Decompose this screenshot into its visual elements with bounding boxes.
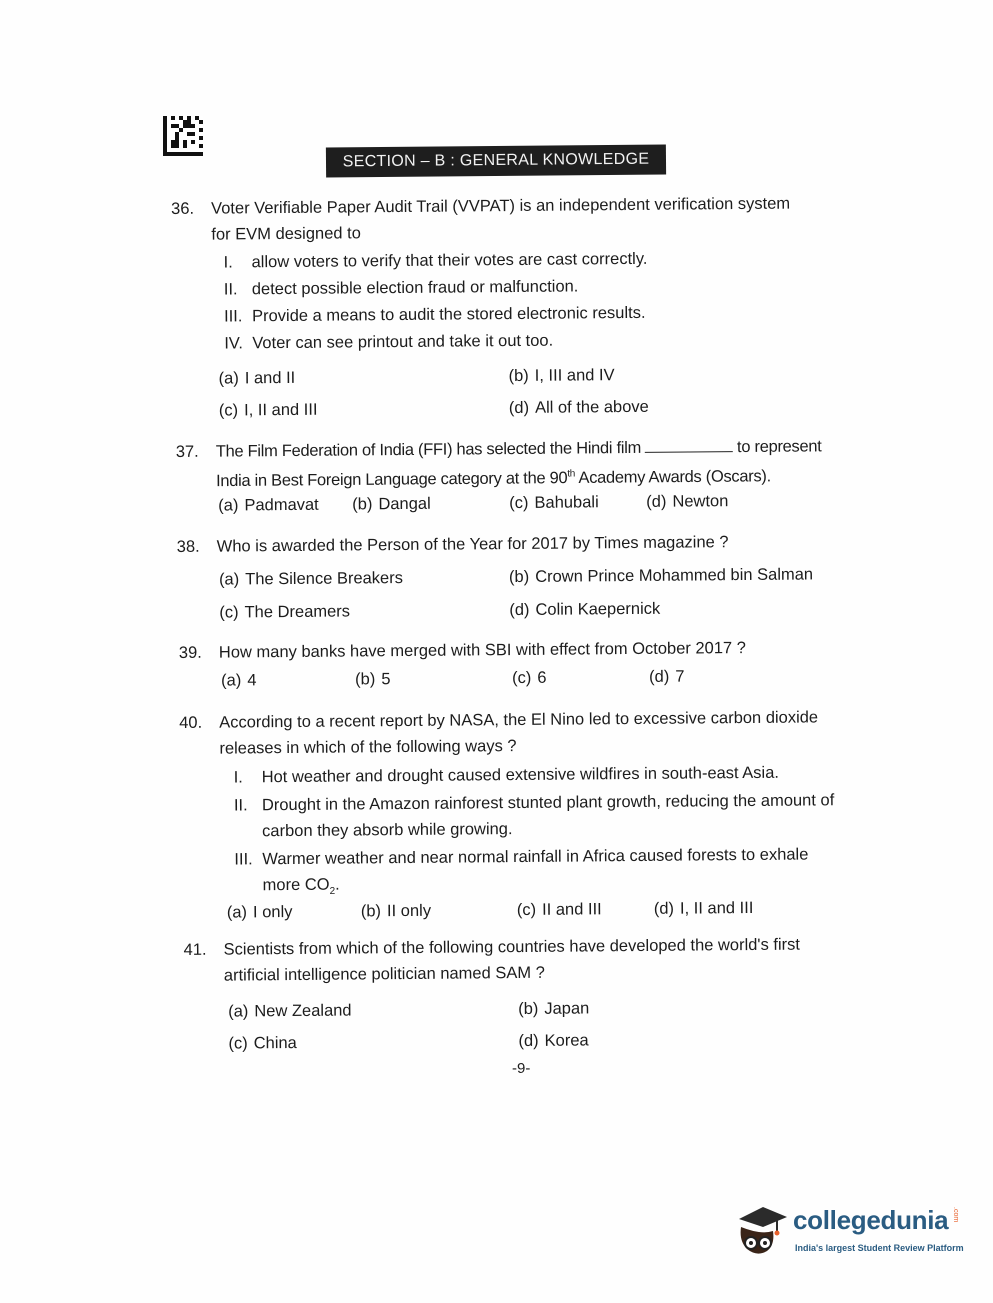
option: (c) I, II and III	[218, 400, 318, 420]
qr-code-icon	[163, 116, 203, 156]
option: (d) 7	[649, 667, 685, 686]
option: (a) New Zealand	[228, 1001, 352, 1021]
question-37	[176, 433, 857, 519]
statement: more $CO_2$.	[262, 875, 340, 897]
question-text: Voter Verifiable Paper Audit Trail (VVPAT) is an independent verification system	[211, 194, 791, 218]
option: (c) II and III	[516, 900, 602, 920]
question-text: India in Best Foreign Language category at the 90th Academy Awards (Oscars).	[215, 467, 771, 491]
option: (a) Padmavat	[218, 495, 319, 515]
option: (d) Colin Kaepernick	[509, 599, 661, 620]
question-text: How many banks have merged with SBI with effect from October 2017 ?	[218, 639, 746, 662]
answer-blank	[645, 437, 733, 453]
question-text: artificial intelligence politician named SAM ?	[223, 963, 545, 985]
statement: III. Warmer weather and near normal rainfall in Africa caused forests to exhale	[234, 845, 809, 869]
statement: IV. Voter can see printout and take it out too.	[224, 331, 554, 353]
option: (b) I, III and IV	[508, 366, 615, 386]
option: (a) The Silence Breakers	[218, 568, 404, 589]
option: (d) Newton	[646, 492, 729, 511]
question-text: According to a recent report by NASA, the El Nino led to excessive carbon dioxide	[219, 708, 819, 732]
option: (c) China	[228, 1033, 297, 1053]
student-mascot-icon	[733, 1197, 793, 1263]
question-text: releases in which of the following ways ?	[219, 737, 517, 758]
logo-wordmark: collegedunia	[793, 1205, 949, 1235]
option: (d) All of the above	[508, 397, 649, 418]
question-number: 38.	[176, 537, 200, 556]
option: (b) Japan	[518, 999, 590, 1019]
question-39	[179, 634, 859, 695]
logo-tagline: India's largest Student Review Platform	[795, 1243, 964, 1253]
question-40	[179, 704, 861, 925]
option: (b) Crown Prince Mohammed bin Salman	[508, 565, 814, 587]
question-number: 39.	[178, 643, 202, 662]
section-header: SECTION – B : GENERAL KNOWLEDGE	[326, 145, 666, 178]
question-38	[177, 528, 858, 624]
option: (a) 4	[221, 671, 257, 690]
option: (b) II only	[360, 901, 432, 921]
question-text: Who is awarded the Person of the Year for 2017 by Times magazine ?	[216, 533, 729, 556]
option: (b) 5	[355, 670, 391, 689]
statement: II. detect possible election fraud or malfunction.	[223, 277, 579, 299]
logo-domain: .com	[952, 1207, 959, 1223]
question-text: for EVM designed to	[211, 224, 361, 244]
statement: II. Drought in the Amazon rainforest stunted plant growth, reducing the amount of	[233, 791, 835, 815]
option: (d) Korea	[518, 1031, 589, 1051]
question-41	[184, 931, 865, 1052]
question-text: Scientists from which of the following countries have developed the world's first	[223, 935, 801, 959]
statement: I. Hot weather and drought caused extensive wildfires in south-east Asia.	[233, 763, 780, 787]
option: (a) I only	[226, 902, 293, 922]
statement: carbon they absorb while growing.	[262, 820, 513, 841]
question-number: 36.	[171, 199, 195, 218]
page-number: -9-	[512, 1060, 531, 1077]
statement: I. allow voters to verify that their votes are cast correctly.	[223, 249, 648, 272]
question-number: 40.	[179, 713, 203, 732]
option: (c) Bahubali	[509, 493, 599, 513]
question-36	[171, 190, 853, 426]
question-number: 41.	[183, 940, 207, 959]
statement: III. Provide a means to audit the stored electronic results.	[223, 303, 646, 326]
question-number: 37.	[175, 442, 199, 461]
option: (d) I, II and III	[653, 898, 754, 918]
option: (a) I and II	[218, 368, 296, 388]
brand-logo	[733, 1197, 963, 1263]
option: (b) Dangal	[352, 494, 431, 514]
question-text: The Film Federation of India (FFI) has selected the Hindi film to represent	[215, 437, 822, 461]
option: (c) The Dreamers	[219, 602, 351, 622]
option: (c) 6	[512, 668, 547, 688]
